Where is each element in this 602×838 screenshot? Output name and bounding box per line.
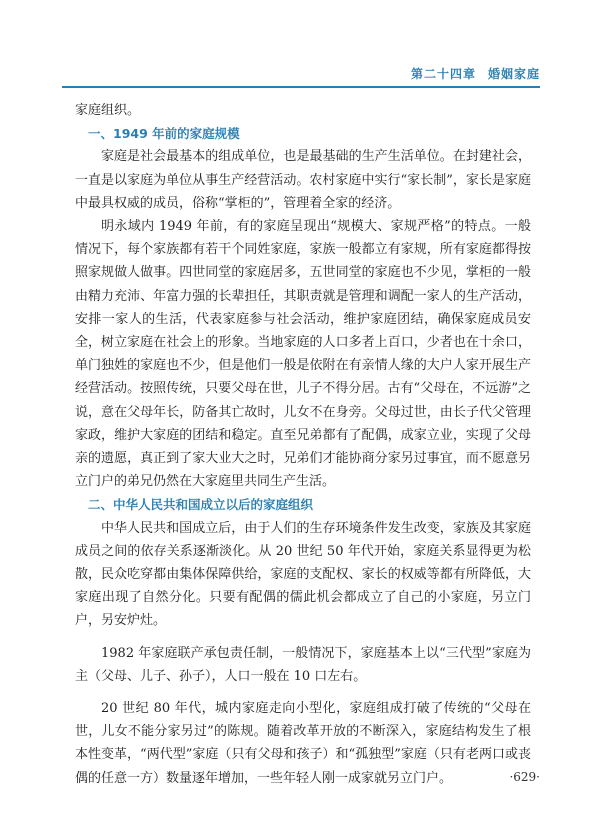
running-header bbox=[62, 66, 540, 82]
header-rule bbox=[62, 86, 540, 88]
page-number: ·629· bbox=[509, 770, 540, 784]
opening-fragment: 家庭组织。 bbox=[75, 103, 141, 118]
page-body bbox=[75, 99, 531, 790]
paragraph-spacer bbox=[75, 688, 531, 697]
section-heading-1: 一、1949 年前的家庭规模 bbox=[88, 126, 240, 142]
paragraph: 明永域内 1949 年前，有的家庭呈现出“规模大、家规严格”的特点。一般情况下，每个家族都有若干个同姓家庭，家族一般都立有家规，所有家庭都得按照家规做人做事。四世同堂的家庭居多，五世同堂的家庭也不少见，掌柜的一般由精力充沛、年富力强的长辈担任，其职责就是管理和调配一家人的生产活动，安排一家人的生活，代表家庭参与社会活动，维护家庭团结，确保家庭成员安全，树立家庭在社会上的形象。当地家庭的人口多者上百口，少者也在十余口，单门独姓的家庭也不少，但是他们一般是依附在有亲情人缘的大户人家开展生产经营活动。按照传统，只要父母在世，儿子不得分居。古有“父母在，不远游”之说，意在父母年长，防备其亡故时，儿女不在身旁。父母过世，由长子代父管理家政，维护大家庭的团结和稳定。直至兄弟都有了配偶，成家立业，实现了父母亲的遗愿，真正到了家大业大之时，兄弟们才能协商分家另过事宜，而不愿意另立门户的弟兄仍然在大家庭里共同生产生活。 bbox=[75, 219, 531, 490]
paragraph: 家庭是社会最基本的组成单位，也是最基础的生产生活单位。在封建社会，一直是以家庭为单位从事生产经营活动。农村家庭中实行“家长制”，家长是家庭中最具权威的成员，俗称“掌柜的”，管理着全家的经济。 bbox=[75, 149, 531, 211]
chapter-number: 第二十四章 bbox=[410, 67, 476, 81]
paragraph: 20 世纪 80 年代，城内家庭走向小型化，家庭组成打破了传统的“父母在世，儿女不能分家另过”的陈规。随着改革开放的不断深入，家庭结构发生了根本性变革，“两代型”家庭（只有父母和孩子）和“孤独型”家庭（只有老两口或丧偶的任意一方）数量逐年增加，一些年轻人刚一成家就另立门户。 bbox=[75, 701, 531, 786]
paragraph-spacer bbox=[75, 633, 531, 642]
paragraph: 1982 年家庭联产承包责任制，一般情况下，家庭基本上以“三代型”家庭为主（父母、儿子、孙子），人口一般在 10 口左右。 bbox=[75, 645, 531, 684]
paragraph: 中华人民共和国成立后，由于人们的生存环境条件发生改变，家族及其家庭成员之间的依存关系逐渐淡化。从 20 世纪 50 年代开始，家庭关系显得更为松散，民众吃穿都由集体保障供给，家庭的支配权、家长的权威等都有所降低，大家庭出现了自然分化。只要有配偶的儒此机会都成立了自己的小家庭，另立门户，另安炉灶。 bbox=[75, 520, 531, 629]
section-heading-2: 二、中华人民共和国成立以后的家庭组织 bbox=[88, 497, 314, 513]
chapter-title: 婚姻家庭 bbox=[487, 67, 540, 81]
